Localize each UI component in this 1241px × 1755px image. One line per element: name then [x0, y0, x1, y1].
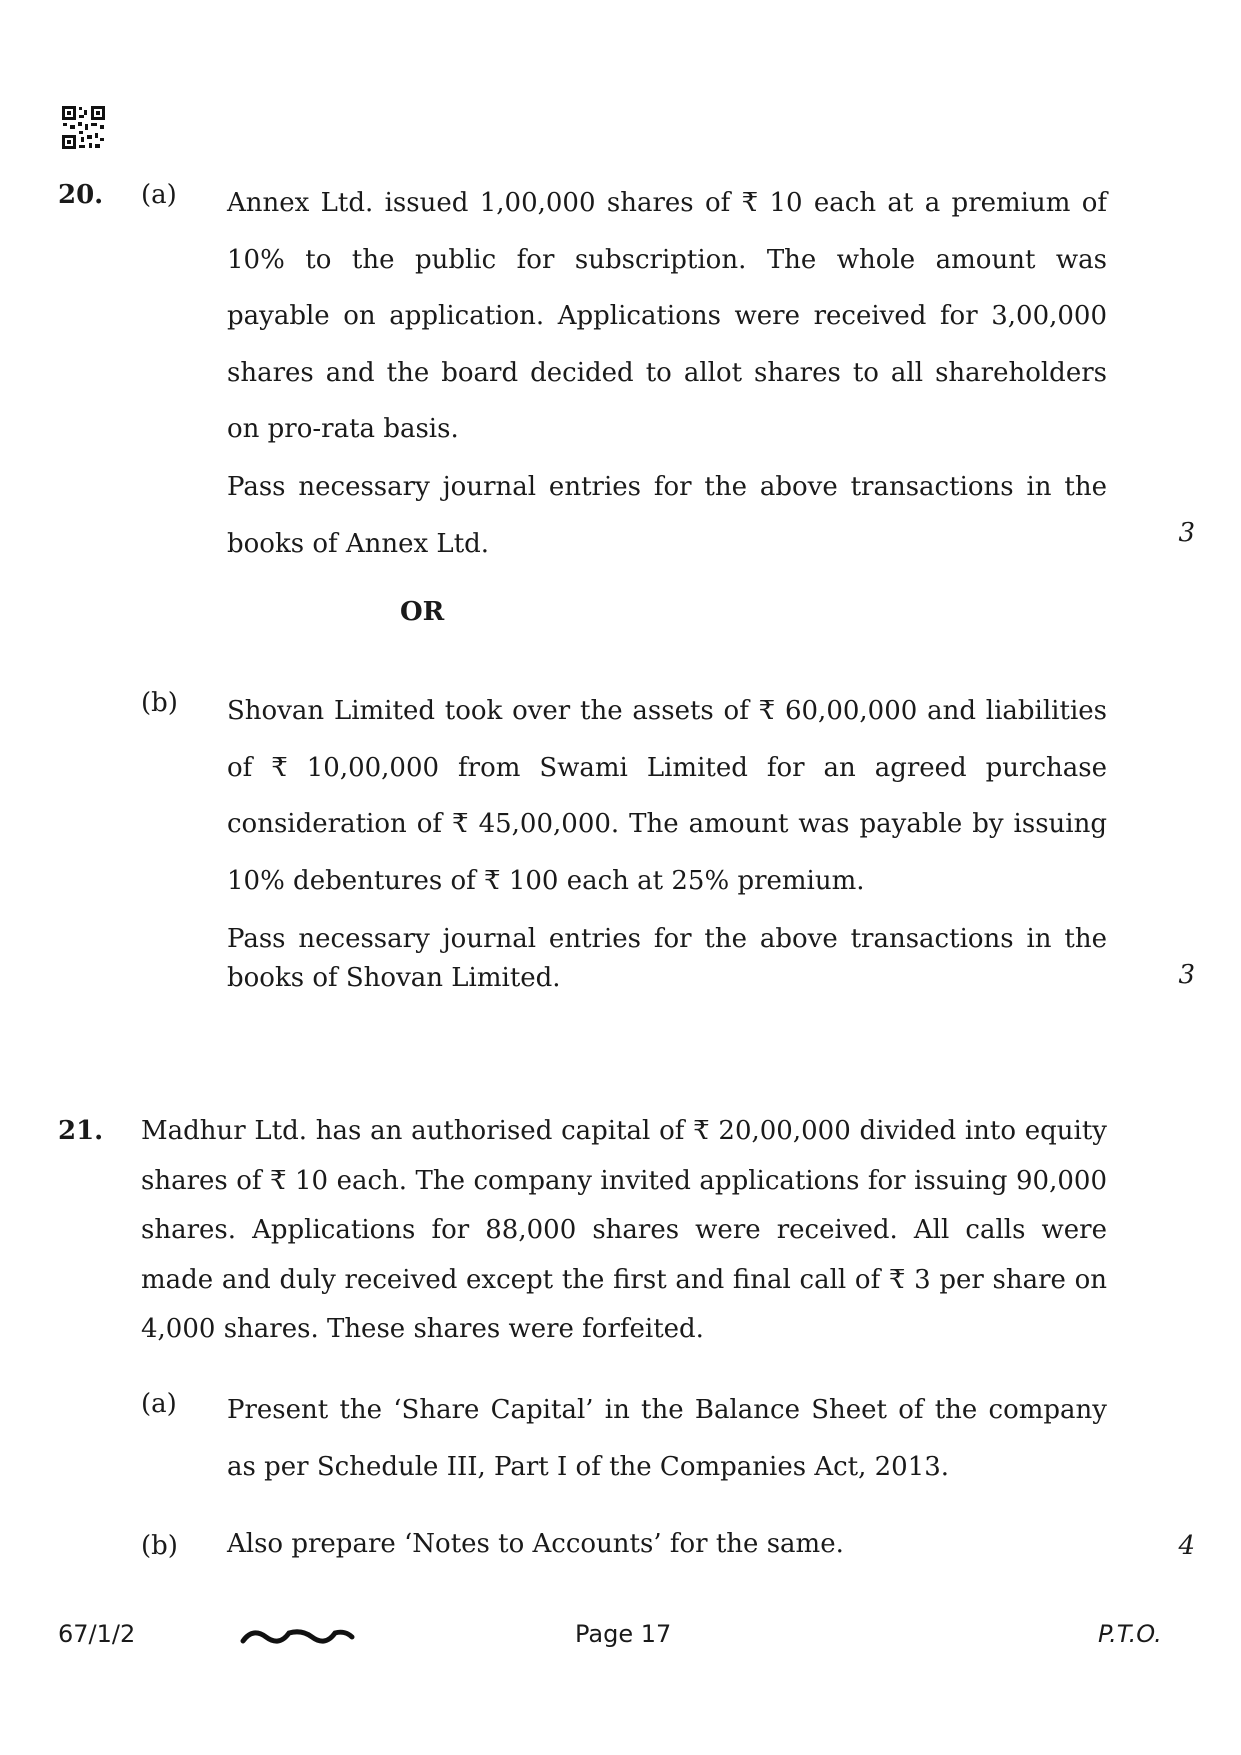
question-text: Present the ‘Share Capital’ in the Balance Sheet of the company as per Schedule III, Part I of the Companies Act, 2013. [227, 1395, 1107, 1482]
marks: 3 [1178, 960, 1195, 990]
question-number: 21. [58, 1116, 104, 1146]
question-text: Madhur Ltd. has an authorised capital of ₹ 20,00,000 divided into equity shares of ₹ 10 each. The company invited applications for issuing 90,000 shares. Applications for 88,000 shares were received. All calls were made and duly received except the first and final call of ₹ 3 per share on 4,000 shares. These shares were forfeited. [141, 1116, 1107, 1344]
question-text: Also prepare ‘Notes to Accounts’ for the same. [227, 1529, 844, 1559]
tilde-ornament-icon [240, 1624, 355, 1650]
sub-question-label: (a) [141, 1389, 177, 1419]
qr-code-icon [61, 105, 106, 150]
or-separator: OR [400, 597, 445, 627]
question-text: Annex Ltd. issued 1,00,000 shares of ₹ 10 each at a premium of 10% to the public for subscription. The whole amount was payable on application. Applications were received for 3,00,000 shares and the board decided to allot shares to all shareholders on pro-rata basis. [227, 188, 1107, 444]
paper-code: 67/1/2 [58, 1620, 136, 1648]
question-instruction: Pass necessary journal entries for the above transactions in the books of Shovan Limited. [227, 924, 1107, 993]
page-number: Page 17 [575, 1620, 672, 1648]
question-text: Shovan Limited took over the assets of ₹ 60,00,000 and liabilities of ₹ 10,00,000 from Swami Limited for an agreed purchase consideration of ₹ 45,00,000. The amount was payable by issuing 10% debentures of ₹ 100 each at 25% premium. [227, 696, 1107, 896]
pto-label: P.T.O. [1098, 1620, 1162, 1648]
question-instruction: Pass necessary journal entries for the above transactions in the books of Annex Ltd. [227, 472, 1107, 559]
marks: 4 [1178, 1531, 1195, 1561]
sub-question-label: (b) [141, 688, 178, 718]
question-number: 20. [58, 180, 104, 210]
marks: 3 [1178, 518, 1195, 548]
sub-question-label: (b) [141, 1531, 178, 1561]
sub-question-label: (a) [141, 180, 177, 210]
